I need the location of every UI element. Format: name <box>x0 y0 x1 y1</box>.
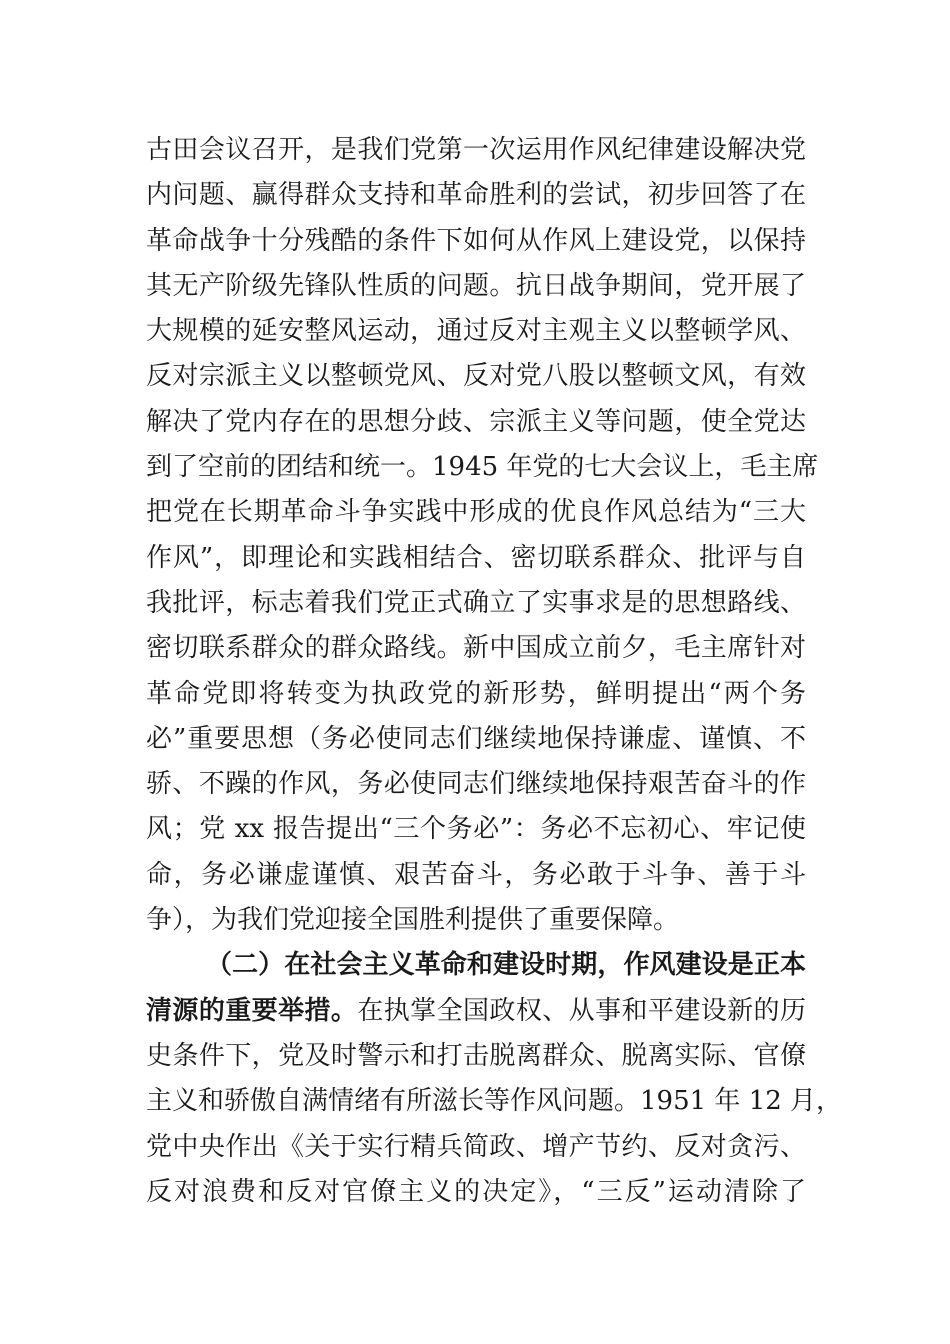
section-heading-end: 清源的重要举措。 <box>146 995 358 1026</box>
text-line: 古田会议召开，是我们党第一次运用作风纪律建设解决党 <box>146 135 806 165</box>
text-line: 内问题、赢得群众支持和革命胜利的尝试，初步回答了在 <box>146 180 806 211</box>
text-line: 风；党 xx 报告提出“三个务必”：务必不忘初心、牢记使 <box>146 814 806 845</box>
text-line: 争），为我们党迎接全国胜利提供了重要保障。 <box>146 905 680 936</box>
text-line: 我批评，标志着我们党正式确立了实事求是的思想路线、 <box>146 587 806 618</box>
text-line: 主义和骄傲自满情绪有所滋长等作风问题。1951 年 12 月， <box>146 1086 843 1117</box>
text-line: 革命战争十分残酷的条件下如何从作风上建设党，以保持 <box>146 225 806 256</box>
text-line: 解决了党内存在的思想分歧、宗派主义等问题，使全党达 <box>146 406 806 437</box>
text-line: 作风”，即理论和实践相结合、密切联系群众、批评与自 <box>146 542 806 573</box>
section-heading: （二）在社会主义革命和建设时期，作风建设是正本 <box>206 950 806 981</box>
text-line: 其无产阶级先锋队性质的问题。抗日战争期间，党开展了 <box>146 270 806 301</box>
text-line: 革命党即将转变为执政党的新形势，鲜明提出“两个务 <box>146 678 806 709</box>
text-line: 命，务必谦虚谨慎、艰苦奋斗，务必敢于斗争、善于斗 <box>146 859 806 890</box>
section-text: 在执掌全国政权、从事和平建设新的历 <box>357 995 806 1026</box>
text-line: 把党在长期革命斗争实践中形成的优良作风总结为“三大 <box>146 497 806 528</box>
text-line: 党中央作出《关于实行精兵简政、增产节约、反对贪污、 <box>146 1131 806 1162</box>
text-line: 反对宗派主义以整顿党风、反对党八股以整顿文风，有效 <box>146 361 806 392</box>
text-line: 密切联系群众的群众路线。新中国成立前夕，毛主席针对 <box>146 633 806 664</box>
body-text <box>146 128 843 1215</box>
text-line: 大规模的延安整风运动，通过反对主观主义以整顿学风、 <box>146 316 806 347</box>
text-line: 反对浪费和反对官僚主义的决定》，“三反”运动清除了 <box>146 1176 806 1207</box>
section-heading-continuation <box>146 989 806 1034</box>
text-line: 史条件下，党及时警示和打击脱离群众、脱离实际、官僚 <box>146 1040 806 1071</box>
text-line: 必”重要思想（务必使同志们继续地保持谦虚、谨慎、不 <box>146 723 806 754</box>
text-line: 到了空前的团结和统一。1945 年党的七大会议上，毛主席 <box>146 452 819 483</box>
text-line: 骄、不躁的作风，务必使同志们继续地保持艰苦奋斗的作 <box>146 769 806 800</box>
